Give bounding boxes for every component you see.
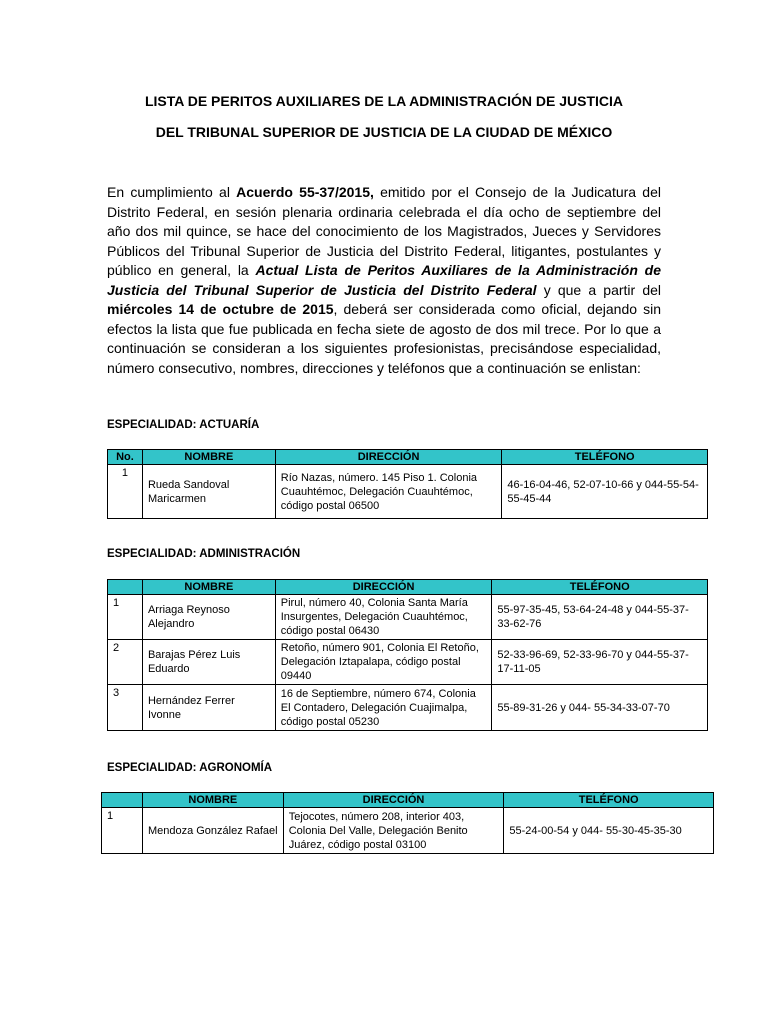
document-title-line-2: DEL TRIBUNAL SUPERIOR DE JUSTICIA DE LA CIUDAD DE MÉXICO bbox=[155, 124, 613, 140]
cell-number: 3 bbox=[108, 685, 143, 731]
cell-number: 1 bbox=[108, 595, 143, 640]
cell-phone: 46-16-04-46, 52-07-10-66 y 044-55-54-55-45-44 bbox=[502, 465, 708, 519]
col-header-nombre: NOMBRE bbox=[142, 793, 283, 808]
cell-number: 1 bbox=[102, 808, 143, 854]
document-title-line-1: LISTA DE PERITOS AUXILIARES DE LA ADMINISTRACIÓN DE JUSTICIA bbox=[144, 93, 624, 109]
cell-address: Río Nazas, número. 145 Piso 1. Colonia Cuauhtémoc, Delegación Cuauhtémoc, código postal 06500 bbox=[275, 465, 502, 519]
cell-number: 1 bbox=[108, 465, 143, 519]
intro-text: En cumplimiento al bbox=[107, 184, 237, 200]
col-header-direccion: DIRECCIÓN bbox=[283, 793, 504, 808]
table-header-row bbox=[108, 580, 708, 595]
col-header-nombre: NOMBRE bbox=[142, 450, 275, 465]
section-heading-administracion: ESPECIALIDAD: ADMINISTRACIÓN bbox=[107, 548, 301, 560]
lista-reference: Actual Lista de Peritos Auxiliares de la Administración de Justicia del Tribunal Superior de Justicia del Distrito Federal bbox=[107, 262, 661, 298]
cell-name: Barajas Pérez Luis Eduardo bbox=[142, 640, 275, 685]
section-heading-actuaria: ESPECIALIDAD: ACTUARÍA bbox=[107, 419, 260, 431]
cell-address: Retoño, número 901, Colonia El Retoño, Delegación Iztapalapa, código postal 09440 bbox=[275, 640, 492, 685]
col-header-telefono: TELÉFONO bbox=[502, 450, 708, 465]
col-header-no bbox=[102, 793, 143, 808]
acuerdo-reference: Acuerdo 55-37/2015, bbox=[236, 184, 374, 200]
cell-number: 2 bbox=[108, 640, 143, 685]
intro-text: emitido por el Consejo de la Judicatura del Distrito Federal, en sesión plenaria ordinaria celebrada el día ocho de septiembre del año dos mil quince, se hace del conocimiento de los Magistrados, Jueces y Servidores Públicos del Tribunal Superior de Justicia del Distrito Federal, litigantes, postulantes y público en general, la bbox=[107, 184, 661, 278]
intro-paragraph bbox=[107, 183, 661, 378]
col-header-no: No. bbox=[108, 450, 143, 465]
table-agronomia bbox=[101, 792, 714, 854]
cell-phone: 55-24-00-54 y 044- 55-30-45-35-30 bbox=[504, 808, 714, 854]
cell-phone: 55-97-35-45, 53-64-24-48 y 044-55-37-33-62-76 bbox=[492, 595, 708, 640]
col-header-direccion: DIRECCIÓN bbox=[275, 450, 502, 465]
table-header-row bbox=[102, 793, 714, 808]
table-row bbox=[108, 465, 708, 519]
table-row bbox=[102, 808, 714, 854]
intro-text: , deberá ser considerada como oficial, dejando sin efectos la lista que fue publicada en fecha siete de agosto de dos mil trece. Por lo que a continuación se consideran a los siguientes profesionistas, precisándose especialidad, número consecutivo, nombres, direcciones y teléfonos que a continuación se enlistan: bbox=[107, 301, 661, 376]
cell-address: Tejocotes, número 208, interior 403, Colonia Del Valle, Delegación Benito Juárez, código postal 03100 bbox=[283, 808, 504, 854]
table-row bbox=[108, 640, 708, 685]
section-heading-agronomia: ESPECIALIDAD: AGRONOMÍA bbox=[107, 762, 273, 774]
cell-name: Rueda Sandoval Maricarmen bbox=[142, 465, 275, 519]
col-header-direccion: DIRECCIÓN bbox=[275, 580, 492, 595]
cell-address: Pirul, número 40, Colonia Santa María Insurgentes, Delegación Cuauhtémoc, código postal 06430 bbox=[275, 595, 492, 640]
cell-name: Mendoza González Rafael bbox=[142, 808, 283, 854]
effective-date: miércoles 14 de octubre de 2015 bbox=[107, 301, 334, 317]
table-row bbox=[108, 595, 708, 640]
table-header-row bbox=[108, 450, 708, 465]
col-header-nombre: NOMBRE bbox=[142, 580, 275, 595]
col-header-telefono: TELÉFONO bbox=[492, 580, 708, 595]
intro-text: y que a partir del bbox=[536, 281, 662, 298]
table-row bbox=[108, 685, 708, 731]
table-actuaria bbox=[107, 449, 708, 519]
col-header-telefono: TELÉFONO bbox=[504, 793, 714, 808]
cell-name: Arriaga Reynoso Alejandro bbox=[142, 595, 275, 640]
cell-phone: 52-33-96-69, 52-33-96-70 y 044-55-37-17-11-05 bbox=[492, 640, 708, 685]
col-header-no bbox=[108, 580, 143, 595]
cell-address: 16 de Septiembre, número 674, Colonia El Contadero, Delegación Cuajimalpa, código postal 05230 bbox=[275, 685, 492, 731]
table-administracion bbox=[107, 579, 708, 731]
cell-name: Hernández Ferrer Ivonne bbox=[142, 685, 275, 731]
cell-phone: 55-89-31-26 y 044- 55-34-33-07-70 bbox=[492, 685, 708, 731]
